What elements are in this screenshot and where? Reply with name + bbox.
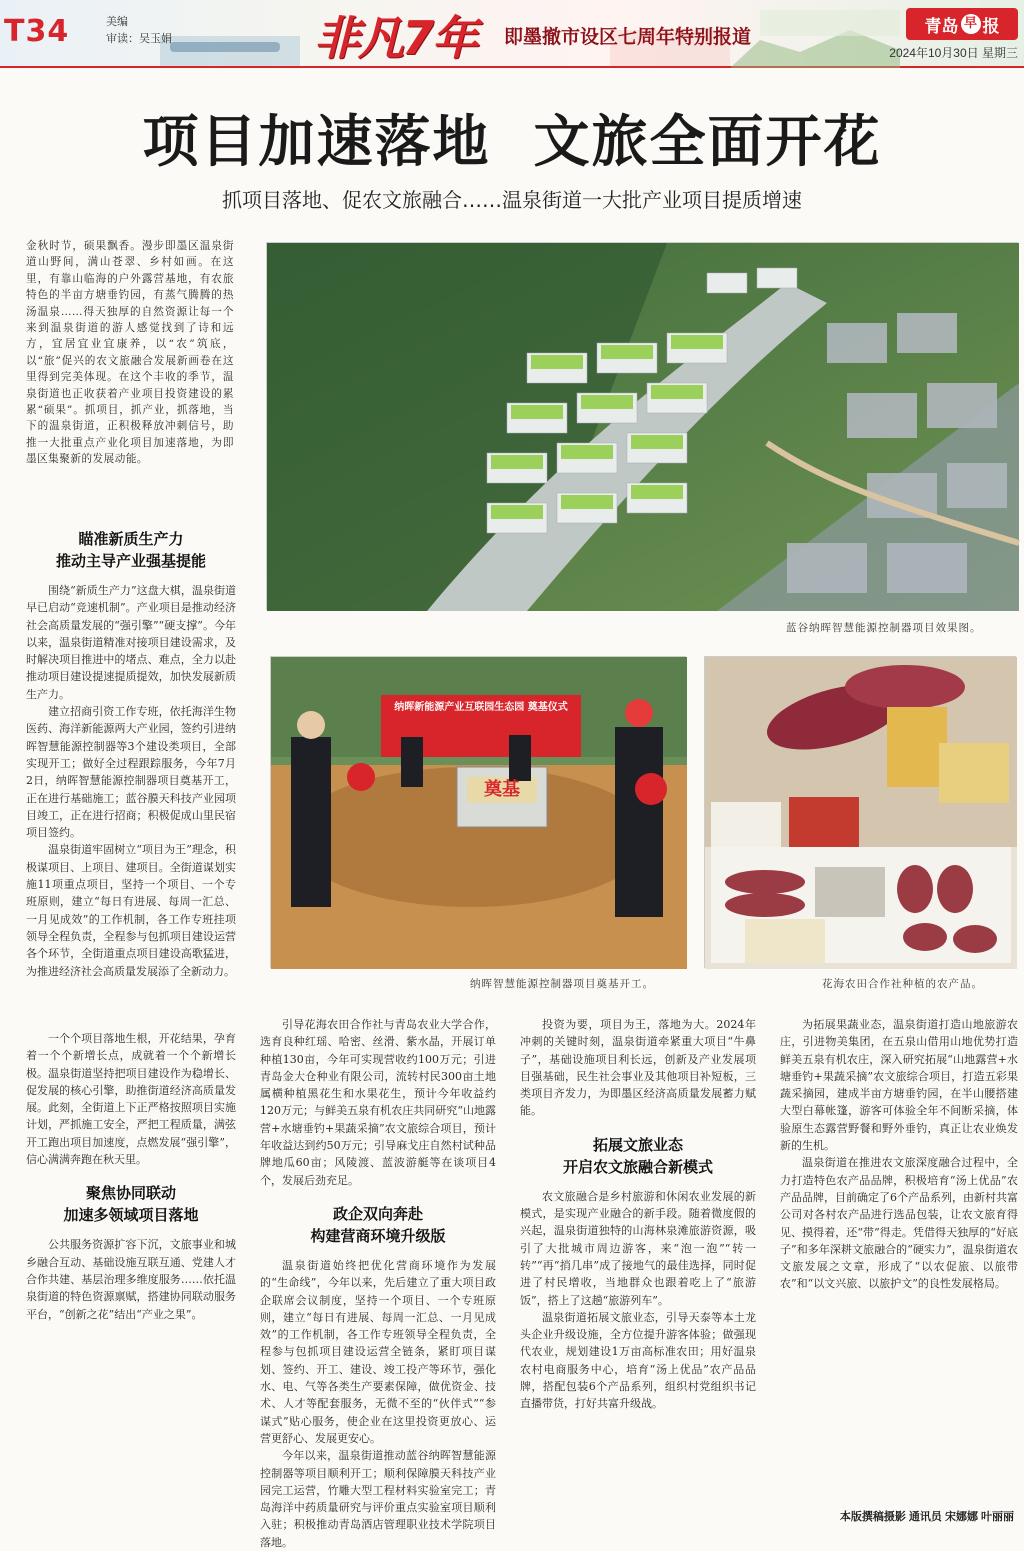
article-paragraph: 今年以来，温泉街道推动蓝谷纳晖智慧能源控制器等项目顺利开工；顺利保障膜天科技产业园完工运营，竹雕大型工程材料实验室完工；青岛海洋中药质量研究与评价重点实验室项目顺利入驻；积极推动青岛酒店管理职业技术学院项目落地。 xyxy=(260,1449,496,1549)
column-4 xyxy=(780,1016,1018,1293)
issue-date: 2024年10月30日 星期三 xyxy=(889,46,1018,60)
section-heading-line: 加速多领域项目落地 xyxy=(63,1206,199,1225)
page-header xyxy=(0,0,1024,68)
page-subtitle: 抓项目落地、促农文旅融合……温泉街道一大批产业项目提质增速 xyxy=(222,188,802,212)
section-heading xyxy=(260,1203,496,1247)
section-heading-line: 构建营商环境升级版 xyxy=(310,1226,446,1245)
series-brand: 非凡7年 xyxy=(314,11,477,65)
groundbreaking-photo xyxy=(270,656,686,968)
reviewer-credit: 审读：吴玉娟 xyxy=(106,33,172,45)
section-heading-line: 瞄准新质生产力 xyxy=(78,530,184,548)
page-number: T34 xyxy=(4,14,70,49)
section-heading xyxy=(520,1134,756,1178)
masthead-mark: 早 xyxy=(961,14,981,34)
masthead-text: 青岛 xyxy=(924,16,959,37)
section-heading-line: 政企双向奔赴 xyxy=(332,1204,423,1223)
section-heading-line: 聚焦协同联动 xyxy=(85,1184,176,1203)
article-paragraph: 投资为要，项目为王，落地为大。2024年冲刺的关键时刻，温泉街道牵紧重大项目“牛鼻子”，基础设施项目利长远，创新及产业发展项目强基础，民生社会事业及其他项目补短板，三类项目齐发力，为即墨区经济高质量发展蓄力赋能。 xyxy=(520,1018,756,1118)
page-title: 项目加速落地 文旅全面开花 xyxy=(142,110,882,175)
article-paragraph: 为拓展果蔬业态，温泉街道打造山地旅游农庄，引进物美集团，在五泉山借用山地优势打造鲜美五泉有机农庄，深入研究拓展“山地露营+水塘垂钓+果蔬采摘”农文旅综合项目，打造五彩果蔬采摘园，建成半亩方塘垂钓园，在半山腰搭建大型白幕帐篷，游客可体验全年不间断采摘，体验原生态露营野餐和野外垂钓，真正让农业焕发新的生机。 xyxy=(780,1018,1018,1153)
article-paragraph: 温泉街道始终把优化营商环境作为发展的“生命线”，今年以来，先后建立了重大项目政企联席会议制度，坚持一个项目、一个专班原则，建立“每日有进展、每周一汇总、一月见成效”的工作机制，各工作专班领导全程负责，全程参与包抓项目建设运营全链条，紧盯项目谋划、签约、开工、建设、竣工投产等环节，强化水、电、气等各类生产要素保障，做优资金、技术、人才等配套服务，无微不至的“伙伴式”“参谋式”贴心服务，使企业在这里投资更放心、运营更舒心、发展更安心。 xyxy=(260,1258,496,1445)
column-2 xyxy=(260,1016,496,1551)
article-paragraph: 围绕“新质生产力”这盘大棋，温泉街道早已启动“竞速机制”。产业项目是推动经济社会高质量发展的“强引擎”“硬支撑”。今年以来，温泉街道精准对接项目建设需求，及时解决项目推进中的堵点、难点，全力以赴推动项目建设提速提质提效，加快发展新质生产力。 xyxy=(26,584,236,701)
photo-caption: 花海农田合作社种植的农产品。 xyxy=(822,978,983,990)
column-3 xyxy=(520,1016,756,1413)
article-paragraph: 建立招商引资工作专班，依托海洋生物医药、海洋新能源两大产业园，签约引进纳晖智慧能源控制器等3个建设类项目，全部实现开工；做好全过程跟踪服务，今年7月2日，纳晖智慧能源控制器项目奠基开工，正在进行基础施工；蓝谷膜天科技产业园项目竣工，正在进行招商；积极促成山里民宿项目签约。 xyxy=(26,705,236,840)
produce-photo xyxy=(704,656,1016,968)
column-1-lower xyxy=(26,1030,236,1323)
aerial-rendering-image xyxy=(267,243,1019,611)
section-heading-line: 开启农文旅融合新模式 xyxy=(562,1157,713,1176)
section-heading xyxy=(26,528,236,572)
ceremony-banner: 纳晖新能源产业互联园生态园 奠基仪式 xyxy=(394,702,568,713)
section-heading-line: 拓展文旅业态 xyxy=(592,1135,683,1154)
section-heading-line: 推动主导产业强基提能 xyxy=(55,552,206,570)
article-paragraph: 温泉街道牢固树立“项目为王”理念，积极谋项目、上项目、建项目。全街道谋划实施11项重点项目，坚持一个项目、一个专班原则，建立“每日有进展、每周一汇总、一月见成效”的工作机制，各工作专班挂项领导全程负责，全程参与包抓项目建设运营各个环节，全街道重点项目建设高歌猛进，为推进经济社会高质量发展添了全新动力。 xyxy=(26,843,236,978)
photo-caption: 纳晖智慧能源控制器项目奠基开工。 xyxy=(470,978,654,990)
photo-caption: 蓝谷纳晖智慧能源控制器项目效果图。 xyxy=(786,622,982,634)
foundation-stone: 奠基 xyxy=(484,779,520,800)
article-paragraph: 一个个项目落地生根，开花结果，孕育着一个个新增长点，成就着一个个新增长极。温泉街道坚持把项目建设作为稳增长、促发展的核心引擎，助推街道经济高质量发展。此刻，全街道上下正严格按照项目实施计划，严抓施工安全，严把工程质量，满弦开工跑出项目加速度，点燃发展“强引擎”，信心满满奔跑在秋天里。 xyxy=(26,1032,236,1167)
aerial-rendering-photo xyxy=(266,242,1018,610)
special-report-title: 即墨撤市设区七周年特别报道 xyxy=(504,26,752,48)
byline-credit: 本版撰稿摄影 通讯员 宋娜娜 叶丽丽 xyxy=(839,1511,1014,1523)
produce-image xyxy=(705,657,1017,969)
article-paragraph: 引导花海农田合作社与青岛农业大学合作，选育良种红瑶、哈密、丝滑、紫水晶，开展订单种植130亩，今年可实现营收约100万元；引进青岛金大仓种业有限公司，流转村民300亩土地属横种植黑花生和水果花生，预计今年收益约120万元；与鲜美五泉有机农庄共同研究“山地露营+水塘垂钓+果蔬采摘”农文旅综合项目，预计年收益达到约50万元；引导麻戈庄自然村试种品牌地瓜60亩；风陵渡、蓝波游艇等在谈项目4个，发展后劲充足。 xyxy=(260,1018,496,1187)
article-paragraph: 温泉街道在推进农文旅深度融合过程中，全力打造特色农产品品牌，积极培育“汤上优品”农产品品牌，目前确定了6个产品系列，由新村共富公司对各村农产品进行选品包装，让农文旅育得见、摸得着，还“带”得走。凭借得天独厚的“好底子”和多年深耕文旅融合的“硬实力”，温泉街道农文旅发展之文章，形成了“以农促旅、以旅带农”和“以文兴旅、以旅护文”的良性发展格局。 xyxy=(780,1156,1018,1291)
article-paragraph: 温泉街道拓展文旅业态，引导天泰等本土龙头企业升级设施，全方位提升游客体验；做强现代农业，规划建设1万亩高标准农田；用好温泉农村电商服务中心，培育“汤上优品”农产品品牌，搭配包装6个产品系列，组织村党组织书记直播带货，打好共富升级战。 xyxy=(520,1310,756,1411)
masthead-tail: 报 xyxy=(982,16,1000,37)
intro-paragraph: 金秋时节，硕果飘香。漫步即墨区温泉街道山野间，满山苍翠、乡村如画。在这里，有靠山临海的户外露营基地，有农旅特色的半亩方塘垂钓园，有蒸气腾腾的热汤温泉……得天独厚的自然资源让每一个来到温泉街道的游人感觉找到了诗和远方，宜居宜业宜康养，以“农”筑底，以“旅”促兴的农文旅融合发展新画卷在这里得到完美体现。在这个丰收的季节，温泉街道也正收获着产业项目投资建设的累累“硕果”。抓项目，抓产业，抓落地，当下的温泉街道，正积极释放冲刺信号，助推一大批重点产业化项目加速落地，为即墨区集聚新的发展动能。 xyxy=(26,240,234,466)
staff-credits xyxy=(106,14,172,48)
newspaper-masthead xyxy=(906,8,1018,40)
article-paragraph: 农文旅融合是乡村旅游和休闲农业发展的新模式，是实现产业融合的新手段。随着微度假的兴起，温泉街道独特的山海林泉滩旅游资源，吸引了大批城市周边游客，来“泡一泡”“转一转”“再“捎几串”成了接地气的最佳选择，同时促进了村民增收，当地群众也跟着吃上了“旅游饭”，搭上了这趟“旅游列车”。 xyxy=(520,1189,756,1307)
column-1 xyxy=(26,528,236,980)
editor-credit: 美编 xyxy=(106,16,128,28)
section-heading xyxy=(26,1182,236,1226)
article-paragraph: 公共服务资源扩容下沉，文旅事业和城乡融合互动、基础设施互联互通、党建人才合作共建、基层治理多维度服务……依托温泉街道的特色资源禀赋，搭建协同联动服务平台，“创新之花”结出“产业之果”。 xyxy=(26,1238,236,1321)
